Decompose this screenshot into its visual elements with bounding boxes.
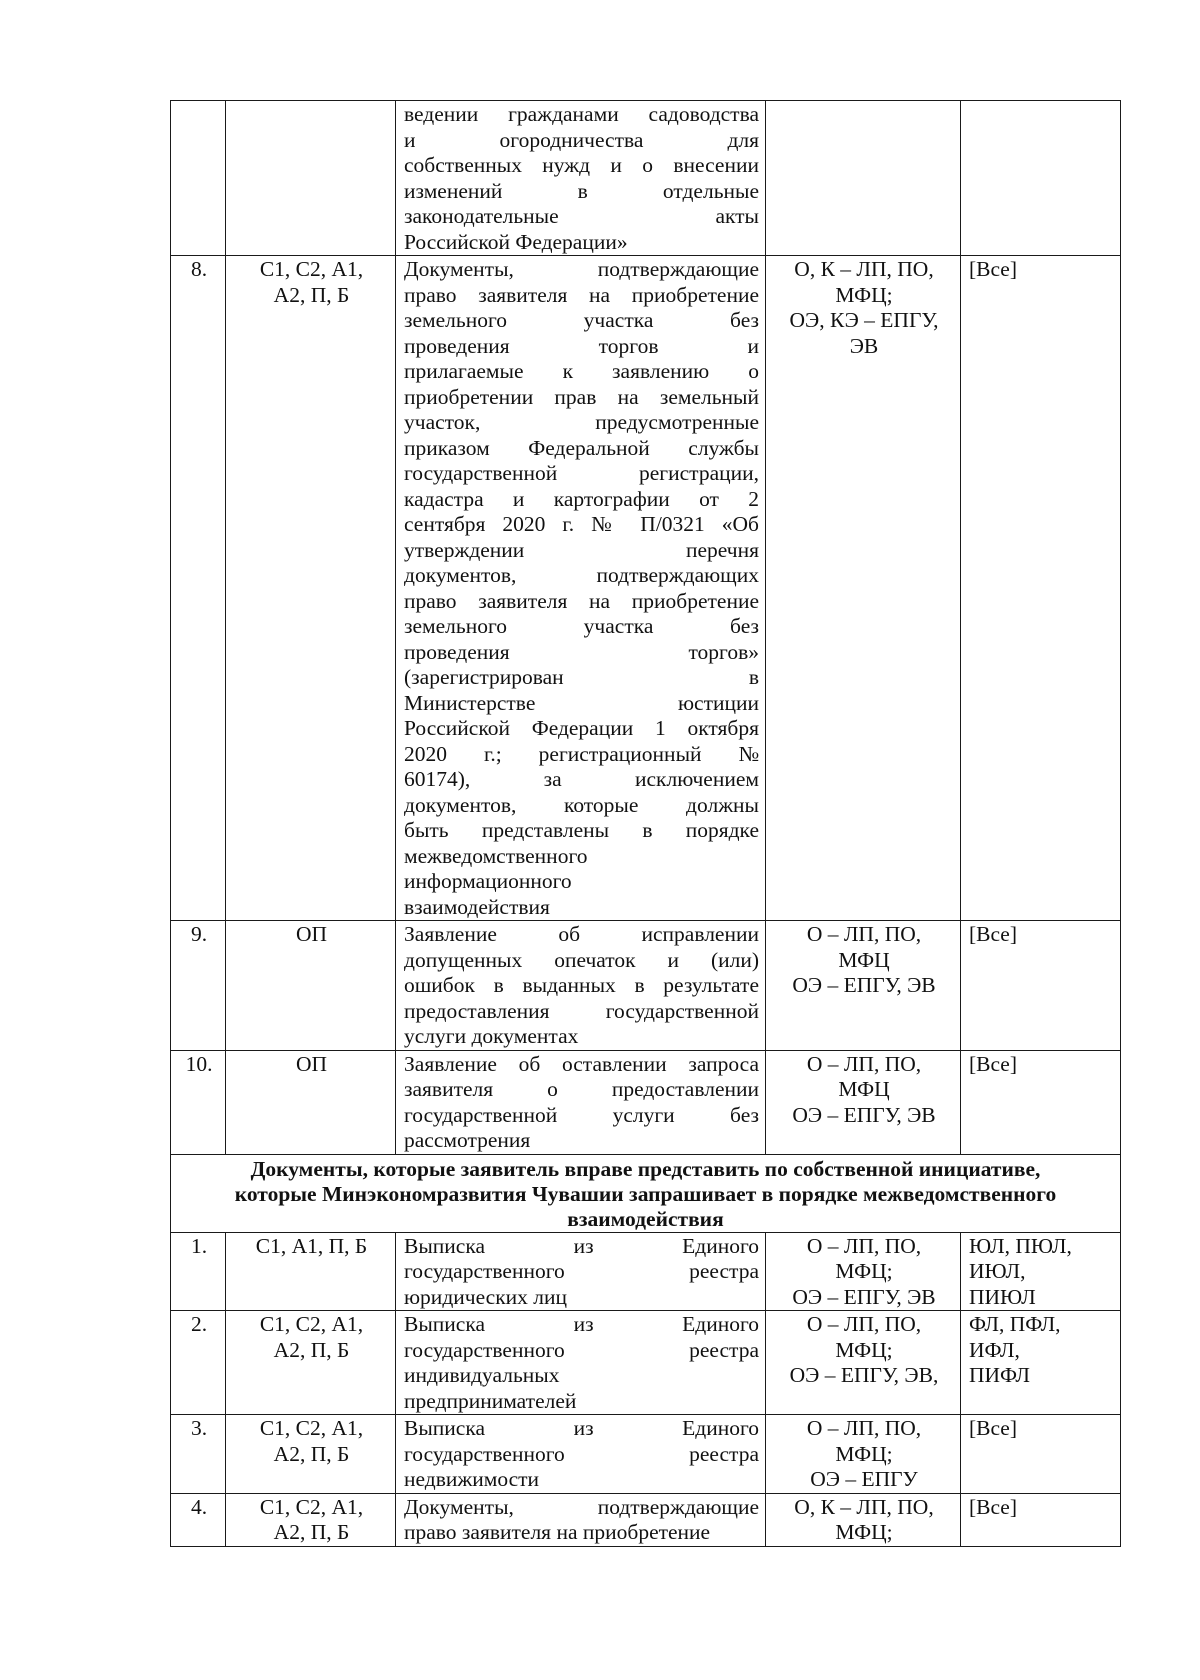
document-name-line: Выписка из Единого <box>404 1233 759 1258</box>
rows-bottom <box>171 1232 1121 1546</box>
applicant-types-line: [Все] <box>969 1416 1018 1440</box>
document-name-line: земельного участка без <box>404 308 759 332</box>
submission-method-line: ОЭ – ЕПГУ <box>810 1467 918 1491</box>
submission-method-line: О, К – ЛП, ПО, <box>794 1494 934 1519</box>
document-name-line: 2020 г.; регистрационный № <box>404 741 759 766</box>
applicant-category-line: С1, С2, А1, <box>259 1416 364 1440</box>
applicant-types <box>961 1311 1121 1415</box>
document-name-line: право заявителя на приобретение <box>404 588 759 613</box>
applicant-types-line: ИФЛ, <box>969 1337 1020 1362</box>
row-number: 10. <box>171 1050 226 1154</box>
document-name-line: ведении гражданами садоводства <box>404 102 759 126</box>
submission-method-line: ОЭ – ЕПГУ, ЭВ <box>792 1284 936 1309</box>
document-name-line: Заявление об исправлении <box>404 922 759 946</box>
submission-method <box>766 1050 961 1154</box>
submission-method-line: МФЦ; <box>835 1337 893 1362</box>
section-heading-line: взаимодействия <box>567 1206 724 1231</box>
document-name-line: рассмотрения <box>404 1128 531 1152</box>
applicant-category <box>226 1493 396 1546</box>
submission-method-line: МФЦ; <box>835 1441 893 1466</box>
row-number: 2. <box>171 1311 226 1415</box>
document-name <box>396 1232 766 1311</box>
document-name <box>396 1415 766 1494</box>
document-name-line: и огородничества для <box>404 127 759 152</box>
document-name-line: допущенных опечаток и (или) <box>404 947 759 972</box>
document-name-line: проведения торгов и <box>404 333 759 358</box>
submission-method-line: ОЭ – ЕПГУ, ЭВ <box>792 1102 936 1127</box>
applicant-category-line: А2, П, Б <box>273 1441 350 1466</box>
document-name-line: предоставления государственной <box>404 998 759 1023</box>
section-heading-row <box>171 1154 1121 1232</box>
applicant-category-line: С1, С2, А1, <box>259 1494 364 1519</box>
applicant-category-line: ОП <box>295 922 328 946</box>
document-name-line: Документы, подтверждающие <box>404 1494 759 1519</box>
submission-method <box>766 101 961 256</box>
table-row <box>171 256 1121 921</box>
rows-top <box>171 101 1121 1155</box>
document-name-line: предпринимателей <box>404 1388 577 1413</box>
applicant-category-line: ОП <box>295 1051 328 1076</box>
document-name-line: (зарегистрирован в <box>404 665 759 689</box>
table-row <box>171 1415 1121 1494</box>
document-name-line: кадастра и картографии от 2 <box>404 486 759 511</box>
document-name <box>396 1050 766 1154</box>
document-name <box>396 1311 766 1415</box>
applicant-category-line: А2, П, Б <box>273 282 350 307</box>
document-name <box>396 256 766 921</box>
row-number: 1. <box>171 1232 226 1311</box>
submission-method-line: ЭВ <box>849 333 879 358</box>
applicant-category <box>226 921 396 1051</box>
submission-method <box>766 1311 961 1415</box>
table-row <box>171 1311 1121 1415</box>
submission-method-line: МФЦ <box>838 1077 890 1101</box>
document-name-line: государственной регистрации, <box>404 461 759 485</box>
section-heading <box>171 1154 1121 1232</box>
submission-method-line: МФЦ <box>838 947 890 972</box>
section-heading-line: которые Минэкономразвития Чувашии запрашивает в порядке межведомственного <box>234 1181 1057 1206</box>
applicant-types-line: [Все] <box>969 1494 1018 1519</box>
row-number: 9. <box>171 921 226 1051</box>
row-number <box>171 101 226 256</box>
document-name-line: право заявителя на приобретение <box>404 1520 711 1544</box>
applicant-category-line: А2, П, Б <box>273 1520 350 1544</box>
document-name-line: сентября 2020 г. № П/0321 «Об <box>404 512 759 536</box>
submission-method-line: О – ЛП, ПО, <box>806 1233 922 1258</box>
document-name-line: проведения торгов» <box>404 639 759 664</box>
applicant-category-line: С1, С2, А1, <box>259 257 364 281</box>
document-name-line: взаимодействия <box>404 894 550 919</box>
document-name-line: индивидуальных <box>404 1363 560 1387</box>
table-row <box>171 921 1121 1051</box>
row-number: 8. <box>171 256 226 921</box>
applicant-types <box>961 1232 1121 1311</box>
submission-method-line: ОЭ, КЭ – ЕПГУ, <box>789 308 939 332</box>
applicant-types <box>961 1415 1121 1494</box>
applicant-types-line: ПИФЛ <box>969 1363 1031 1387</box>
document-name-line: Российской Федерации 1 октября <box>404 716 759 740</box>
document-name-line: недвижимости <box>404 1467 540 1491</box>
document-name <box>396 921 766 1051</box>
submission-method-line: МФЦ; <box>835 282 893 307</box>
submission-method <box>766 1232 961 1311</box>
applicant-category <box>226 101 396 256</box>
applicant-types <box>961 256 1121 921</box>
document-name-line: документов, подтверждающих <box>404 563 759 587</box>
applicant-types-line: [Все] <box>969 257 1018 281</box>
document-name-line: ошибок в выданных в результате <box>404 973 759 997</box>
submission-method-line: О – ЛП, ПО, <box>806 922 922 946</box>
table-row <box>171 1493 1121 1546</box>
document-name-line: Выписка из Единого <box>404 1312 759 1336</box>
row-number: 4. <box>171 1493 226 1546</box>
document-name-line: государственного реестра <box>404 1259 759 1283</box>
document-name-line: приказом Федеральной службы <box>404 435 759 460</box>
document-name-line: государственной услуги без <box>404 1102 759 1127</box>
applicant-category <box>226 1415 396 1494</box>
submission-method-line: О – ЛП, ПО, <box>806 1312 922 1336</box>
row-number: 3. <box>171 1415 226 1494</box>
applicant-category <box>226 1050 396 1154</box>
document-name-line: Заявление об оставлении запроса <box>404 1051 759 1076</box>
applicant-types-line: ФЛ, ПФЛ, <box>969 1312 1061 1336</box>
applicant-types-line: [Все] <box>969 922 1018 946</box>
table-row <box>171 101 1121 256</box>
document-name-line: утверждении перечня <box>404 537 759 562</box>
document-name-line: собственных нужд и о внесении <box>404 153 759 177</box>
document-name-line: 60174), за исключением <box>404 767 759 791</box>
document-name-line: право заявителя на приобретение <box>404 282 759 307</box>
applicant-types <box>961 1493 1121 1546</box>
document-name-line: Министерстве юстиции <box>404 690 759 715</box>
submission-method-line: О – ЛП, ПО, <box>806 1051 922 1076</box>
document-name-line: государственного реестра <box>404 1441 759 1466</box>
document-name-line: межведомственного <box>404 843 588 868</box>
applicant-category <box>226 1232 396 1311</box>
document-name-line: изменений в отдельные <box>404 178 759 203</box>
applicant-category-line: С1, С2, А1, <box>259 1312 364 1336</box>
document-name-line: государственного реестра <box>404 1337 759 1362</box>
applicant-types <box>961 1050 1121 1154</box>
document-name-line: Выписка из Единого <box>404 1416 759 1440</box>
applicant-types <box>961 101 1121 256</box>
applicant-category-line: А2, П, Б <box>273 1337 350 1362</box>
submission-method-line: О, К – ЛП, ПО, <box>794 257 934 281</box>
document-name-line: заявителя о предоставлении <box>404 1077 759 1101</box>
document-name-line: законодательные акты <box>404 204 759 228</box>
document-name-line: прилагаемые к заявлению о <box>404 359 759 383</box>
document-name-line: участок, предусмотренные <box>404 410 759 434</box>
submission-method <box>766 1493 961 1546</box>
submission-method <box>766 921 961 1051</box>
document-name-line: Документы, подтверждающие <box>404 257 759 281</box>
applicant-types-line: [Все] <box>969 1051 1018 1076</box>
document-name-line: Российской Федерации» <box>404 229 628 254</box>
document-name-line: приобретении прав на земельный <box>404 384 759 409</box>
document-name-line: земельного участка без <box>404 614 759 638</box>
submission-method <box>766 256 961 921</box>
applicant-category <box>226 1311 396 1415</box>
submission-method <box>766 1415 961 1494</box>
submission-method-line: МФЦ; <box>835 1259 893 1283</box>
applicant-types <box>961 921 1121 1051</box>
applicant-category <box>226 256 396 921</box>
table-row <box>171 1050 1121 1154</box>
applicant-types-line: ЮЛ, ПЮЛ, <box>969 1233 1072 1258</box>
submission-method-line: МФЦ; <box>835 1520 893 1544</box>
applicant-category-line: С1, А1, П, Б <box>255 1233 368 1258</box>
document-name <box>396 1493 766 1546</box>
document-table <box>170 100 1121 1547</box>
submission-method-line: ОЭ – ЕПГУ, ЭВ, <box>789 1363 939 1387</box>
submission-method-line: ОЭ – ЕПГУ, ЭВ <box>792 973 936 997</box>
document-name-line: быть представлены в порядке <box>404 818 759 842</box>
document-name-line: услуги документах <box>404 1024 579 1048</box>
applicant-types-line: ПИЮЛ <box>969 1284 1036 1309</box>
applicant-types-line: ИЮЛ, <box>969 1259 1026 1283</box>
document-name-line: информационного <box>404 869 572 893</box>
section-heading-line: Документы, которые заявитель вправе представить по собственной инициативе, <box>250 1156 1041 1181</box>
document-name <box>396 101 766 256</box>
document-name-line: документов, которые должны <box>404 792 759 817</box>
submission-method-line: О – ЛП, ПО, <box>806 1416 922 1440</box>
document-name-line: юридических лиц <box>404 1284 568 1309</box>
table-row <box>171 1232 1121 1311</box>
